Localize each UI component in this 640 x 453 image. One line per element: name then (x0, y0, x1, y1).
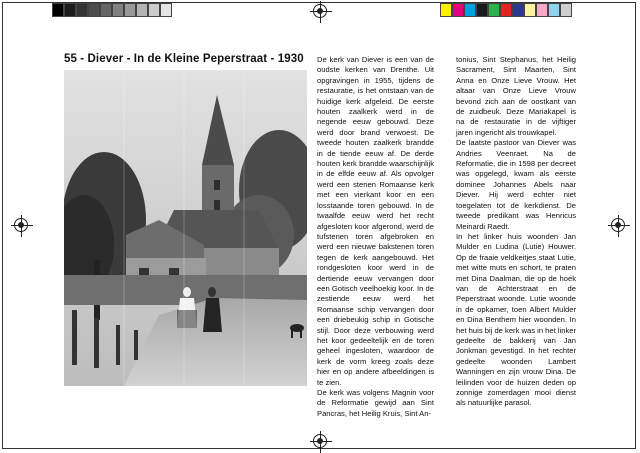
greyscale-calibration-bar (52, 3, 172, 17)
calibration-swatch (524, 3, 536, 17)
photo-illustration (64, 70, 307, 386)
calibration-swatch (136, 3, 148, 17)
calibration-swatch (464, 3, 476, 17)
calibration-swatch (560, 3, 572, 17)
calibration-swatch (112, 3, 124, 17)
calibration-swatch (160, 3, 172, 17)
calibration-swatch (500, 3, 512, 17)
calibration-swatch (512, 3, 524, 17)
calibration-swatch (52, 3, 64, 17)
calibration-swatch (440, 3, 452, 17)
color-calibration-bar (440, 3, 572, 17)
calibration-swatch (452, 3, 464, 17)
text-column-1 (317, 55, 434, 419)
calibration-swatch (76, 3, 88, 17)
registration-mark-left (14, 218, 28, 232)
calibration-swatch (88, 3, 100, 17)
calibration-swatch (64, 3, 76, 17)
calibration-swatch (124, 3, 136, 17)
paragraph: De laatste pastoor van Diever was Andries Veenraet. Na de Reformatie, die in 1598 per decreet was opgelegd, kwam als eerste dominee Johannes Abels naar Diever. Hij werd echter niet toegelaten tot de kerkdienst. De tweede predikant was Henricus Meinardi Raedt. (456, 138, 576, 231)
text-column-2 (456, 55, 576, 409)
calibration-swatch (536, 3, 548, 17)
paragraph: In het linker huis woonden Jan Mulder en Ludina (Lutie) Houwer. Op de fraaie veldkeitjes staat Lutie, met witte muts en schort, te praten met Dina Daalman, die op de hoek van de Achterstraat en de Peperstraat woonde. Lutie woonde in de opkamer, toen Albert Mulder en Dina Benthem hier woonden. In het huis bij de kerk was in het linker gedeelte de bakkerij van Jan Jonkman gevestigd. In het rechter gedeelte woonden Lambert Wanningen en zijn vrouw Dina. De leilinden voor de huizen deden op zonnige zomerdagen mooi dienst als natuurlijke parasol. (456, 231, 576, 408)
paragraph: De kerk was volgens Magnin voor de Reformatie gewijd aan Sint Pancras, het Heilig Kruis, Sint An- (317, 388, 434, 418)
calibration-swatch (148, 3, 160, 17)
page-heading: 55 - Diever - In de Kleine Peperstraat - 1930 (64, 53, 304, 65)
calibration-swatch (100, 3, 112, 17)
calibration-swatch (476, 3, 488, 17)
registration-mark-bottom (313, 434, 327, 448)
calibration-swatch (548, 3, 560, 17)
registration-mark-right (611, 218, 625, 232)
paragraph: De kerk van Diever is een van de oudste kerken van Drenthe. Uit opgravingen in 1955, tijdens de restauratie, is het ontstaan van de huidige kerk afgeleid. De eerste houten zaalkerk werd in de negende eeuw gebouwd. Deze werd door brand verwoest. De tweede houten zaalkerk brandde in de tiende eeuw af. De derde houten kerk brandde waarschijnlijk in de elfde eeuw af. Als opvolger werd een stenen Romaanse kerk met een vierkant koor en een losstaande toren gebouwd. In de twaalfde eeuw werd het recht afgesloten koor afgerond, werd de tufstenen toren afgebroken en werd een nieuwe bakstenen toren tegen de kerk aangebouwd. Het rondgesloten koor werd in de dertiende eeuw vervangen door een Gotisch veelhoekig koor. In de zestiende eeuw werd het Romaanse schip vervangen door een driebeukig schip in Gotische stijl. Door deze verbouwing werd het koor gedeeltelijk en de toren geheel ingesloten, waardoor de kerk de vorm kreeg zoals deze hier en op andere afbeeldingen is te zien. (317, 55, 434, 387)
paragraph: tonius, Sint Stephanus, het Heilig Sacrament, Sint Maarten, Sint Anna en Onze Lieve Vrouw. Het altaar van Onze Lieve Vrouw bevond zich aan de oostkant van de zuidbeuk. Deze Mariakapel is na de restauratie in de vijftiger jaren ingericht als trouwkapel. (456, 55, 576, 137)
calibration-swatch (488, 3, 500, 17)
historic-photo-church-street (64, 70, 307, 386)
registration-mark-top (313, 4, 327, 18)
